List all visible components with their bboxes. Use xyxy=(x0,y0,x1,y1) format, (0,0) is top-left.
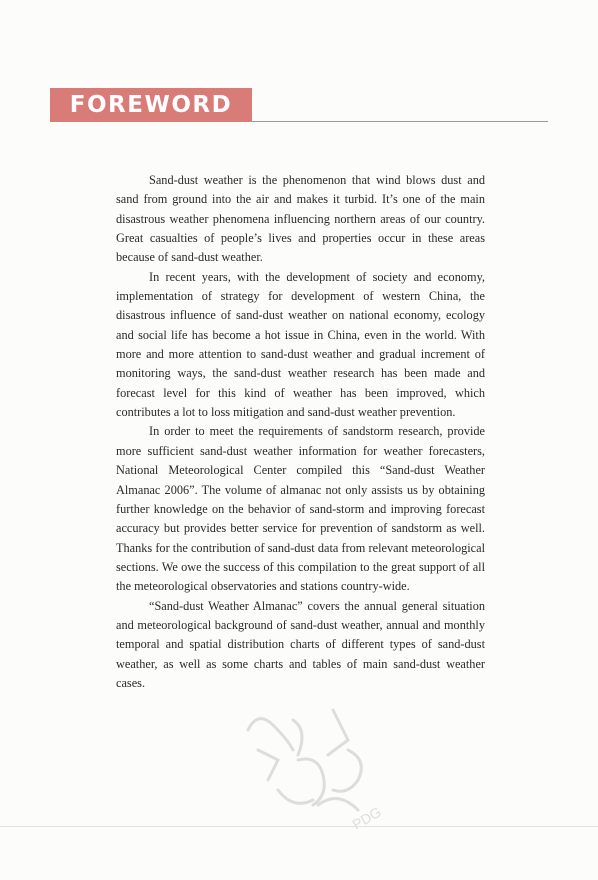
foreword-body xyxy=(116,171,485,693)
library-seal-watermark xyxy=(238,690,398,840)
paragraph-2: In recent years, with the development of society and economy, implementation of strategy for development of western China, the disastrous influence of sand-dust weather on national economy, ecology and social life has become a hot issue in China, even in the world. With more and more attention to sand-dust weather and gradual increment of monitoring ways, the sand-dust weather research has been made and forecast level for this kind of weather has been improved, which contributes a lot to loss mitigation and sand-dust weather prevention. xyxy=(116,269,485,420)
foreword-header-bar xyxy=(50,88,252,122)
paragraph-3: In order to meet the requirements of sandstorm research, provide more sufficient sand-dust weather information for weather forecasters, National Meteorological Center compiled this “Sand-dust Weather Almanac 2006”. The volume of almanac not only assists us by obtaining further knowledge on the behavior of sand-storm and improving forecast accuracy but provides better service for prevention of sandstorm as well. Thanks for the contribution of sand-dust data from relevant meteorological sections. We owe the success of this compilation to the great support of all the meteorological observatories and stations country-wide. xyxy=(116,424,485,594)
header-divider-line xyxy=(252,121,548,122)
page-title: FOREWORD xyxy=(69,92,233,118)
bottom-divider-line xyxy=(0,826,598,827)
watermark-text: PDG xyxy=(349,803,384,833)
paragraph-1: Sand-dust weather is the phenomenon that wind blows dust and sand from ground into the air and makes it turbid. It’s one of the main disastrous weather phenomena influencing northern areas of our country. Great casualties of people’s lives and properties occur in these areas because of sand-dust weather. xyxy=(116,173,485,265)
paragraph-4: “Sand-dust Weather Almanac” covers the annual general situation and meteorological background of sand-dust weather, annual and monthly temporal and spatial distribution charts of different types of sand-dust weather, as well as some charts and tables of main sand-dust weather cases. xyxy=(116,598,485,690)
